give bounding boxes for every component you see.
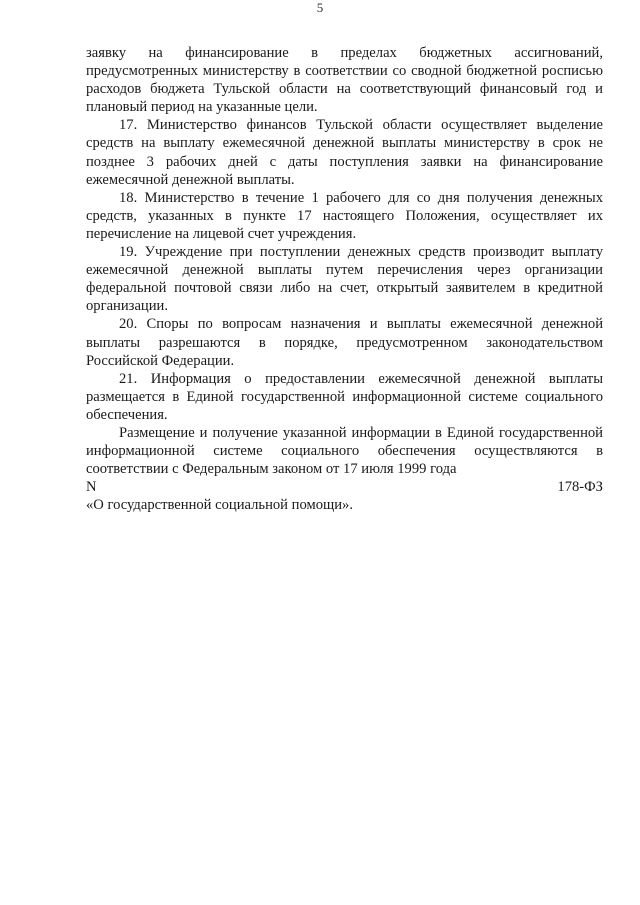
- paragraph-item-20: 20. Споры по вопросам назначения и выплаты ежемесячной денежной выплаты разрешаются в порядке, предусмотренном законодательством Российской Федерации.: [86, 316, 603, 369]
- paragraph-continuation: заявку на финансирование в пределах бюджетных ассигнований, предусмотренных министерству в соответствии со сводной бюджетной росписью расходов бюджета Тульской области на соответствующий финансовый год и плановый период на указанные цели.: [86, 45, 603, 116]
- law-number: 178-ФЗ: [557, 479, 603, 496]
- paragraph-item-18: 18. Министерство в течение 1 рабочего для со дня получения денежных средств, указанных в пункте 17 настоящего Положения, осуществляет их перечисление на лицевой счет учреждения.: [86, 189, 603, 242]
- document-body: [86, 44, 603, 514]
- law-number-line: [86, 478, 603, 496]
- law-title: «О государственной социальной помощи».: [86, 497, 353, 514]
- paragraph-item-17: 17. Министерство финансов Тульской области осуществляет выделение средств на выплату ежемесячной денежной выплаты министерству в срок не позднее 3 рабочих дней с даты поступления заявки на финансирование ежемесячной денежной выплаты.: [86, 117, 603, 188]
- paragraph-item-19: 19. Учреждение при поступлении денежных средств производит выплату ежемесячной денежной выплаты путем перечисления через организации федеральной почтовой связи либо на счет, открытый заявителем в кредитной организации.: [86, 244, 603, 315]
- paragraph-item-21: 21. Информация о предоставлении ежемесячной денежной выплаты размещается в Единой государственной информационной системе социального обеспечения.: [86, 370, 603, 423]
- paragraph-item-21-placement: Размещение и получение указанной информации в Единой государственной информационной системе социального обеспечения осуществляются в соответствии с Федеральным законом от 17 июля 1999 года: [86, 424, 603, 478]
- page-number: 5: [316, 0, 324, 15]
- law-number-prefix: N: [86, 479, 97, 496]
